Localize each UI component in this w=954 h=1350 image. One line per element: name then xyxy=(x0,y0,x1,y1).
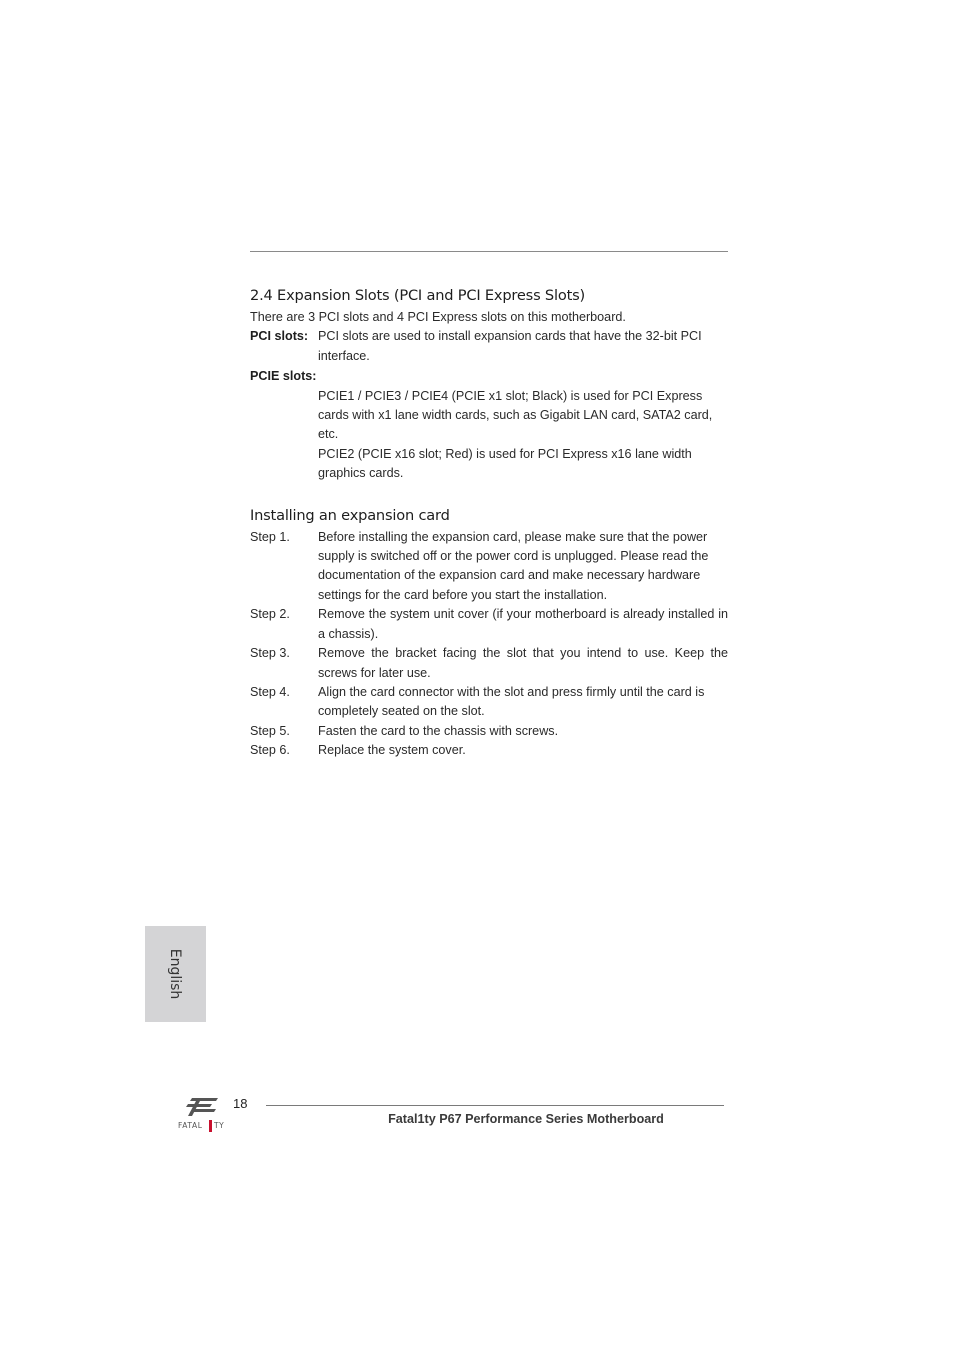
step-label: Step 4. xyxy=(250,684,290,699)
step-text: Fasten the card to the chassis with screws. xyxy=(318,723,559,738)
fatal1ty-logo-icon xyxy=(176,1096,230,1136)
install-steps xyxy=(250,528,728,761)
step-item xyxy=(250,741,728,760)
pcie-x16-text: PCIE2 (PCIE x16 slot; Red) is used for PCI Express x16 lane width graphics cards. xyxy=(318,446,692,481)
pcie-x1-text: PCIE1 / PCIE3 / PCIE4 (PCIE x1 slot; Black) is used for PCI Express cards with x1 lane width cards, such as Gigabit LAN card, SATA2 card, etc. xyxy=(318,388,713,442)
page-number: 18 xyxy=(233,1096,248,1111)
step-item xyxy=(250,528,728,606)
step-label: Step 5. xyxy=(250,723,290,738)
bottom-rule xyxy=(266,1105,724,1106)
step-label: Step 2. xyxy=(250,607,290,622)
svg-text:TY: TY xyxy=(214,1121,225,1130)
step-text: Replace the system cover. xyxy=(318,743,466,758)
section-title: 2.4 Expansion Slots (PCI and PCI Express Slots) xyxy=(250,287,585,304)
svg-text:FATAL: FATAL xyxy=(178,1121,203,1130)
pci-slots-row xyxy=(250,327,728,366)
top-rule xyxy=(250,251,728,252)
install-title: Installing an expansion card xyxy=(250,506,450,524)
step-text: Align the card connector with the slot and press firmly until the card is completely seated on the slot. xyxy=(318,684,705,719)
step-label: Step 6. xyxy=(250,743,290,758)
language-label: English xyxy=(167,948,183,1000)
pcie-slots-row xyxy=(250,367,728,386)
step-text: Before installing the expansion card, please make sure that the power supply is switched off or the power cord is unplugged. Please read the documentation of the expansion card and make necessary hardware settings for the card before you start the installation. xyxy=(318,529,709,602)
step-text: Remove the system unit cover (if your motherboard is already installed in a chassis). xyxy=(318,607,728,641)
page-content xyxy=(250,286,728,761)
pci-slots-text: PCI slots are used to install expansion cards that have the 32-bit PCI interface. xyxy=(318,329,702,363)
step-item xyxy=(250,722,728,741)
language-side-tab xyxy=(145,926,206,1022)
step-item xyxy=(250,683,728,722)
step-text: Remove the bracket facing the slot that you intend to use. Keep the screws for later use. xyxy=(318,646,728,680)
step-item xyxy=(250,605,728,644)
step-item xyxy=(250,644,728,683)
footer-title: Fatal1ty P67 Performance Series Motherboard xyxy=(388,1112,664,1126)
step-label: Step 3. xyxy=(250,646,290,661)
intro-text: There are 3 PCI slots and 4 PCI Express slots on this motherboard. xyxy=(250,310,626,324)
pci-slots-label: PCI slots: xyxy=(250,329,309,344)
step-label: Step 1. xyxy=(250,529,290,544)
pcie-slots-label: PCIE slots: xyxy=(250,369,317,384)
